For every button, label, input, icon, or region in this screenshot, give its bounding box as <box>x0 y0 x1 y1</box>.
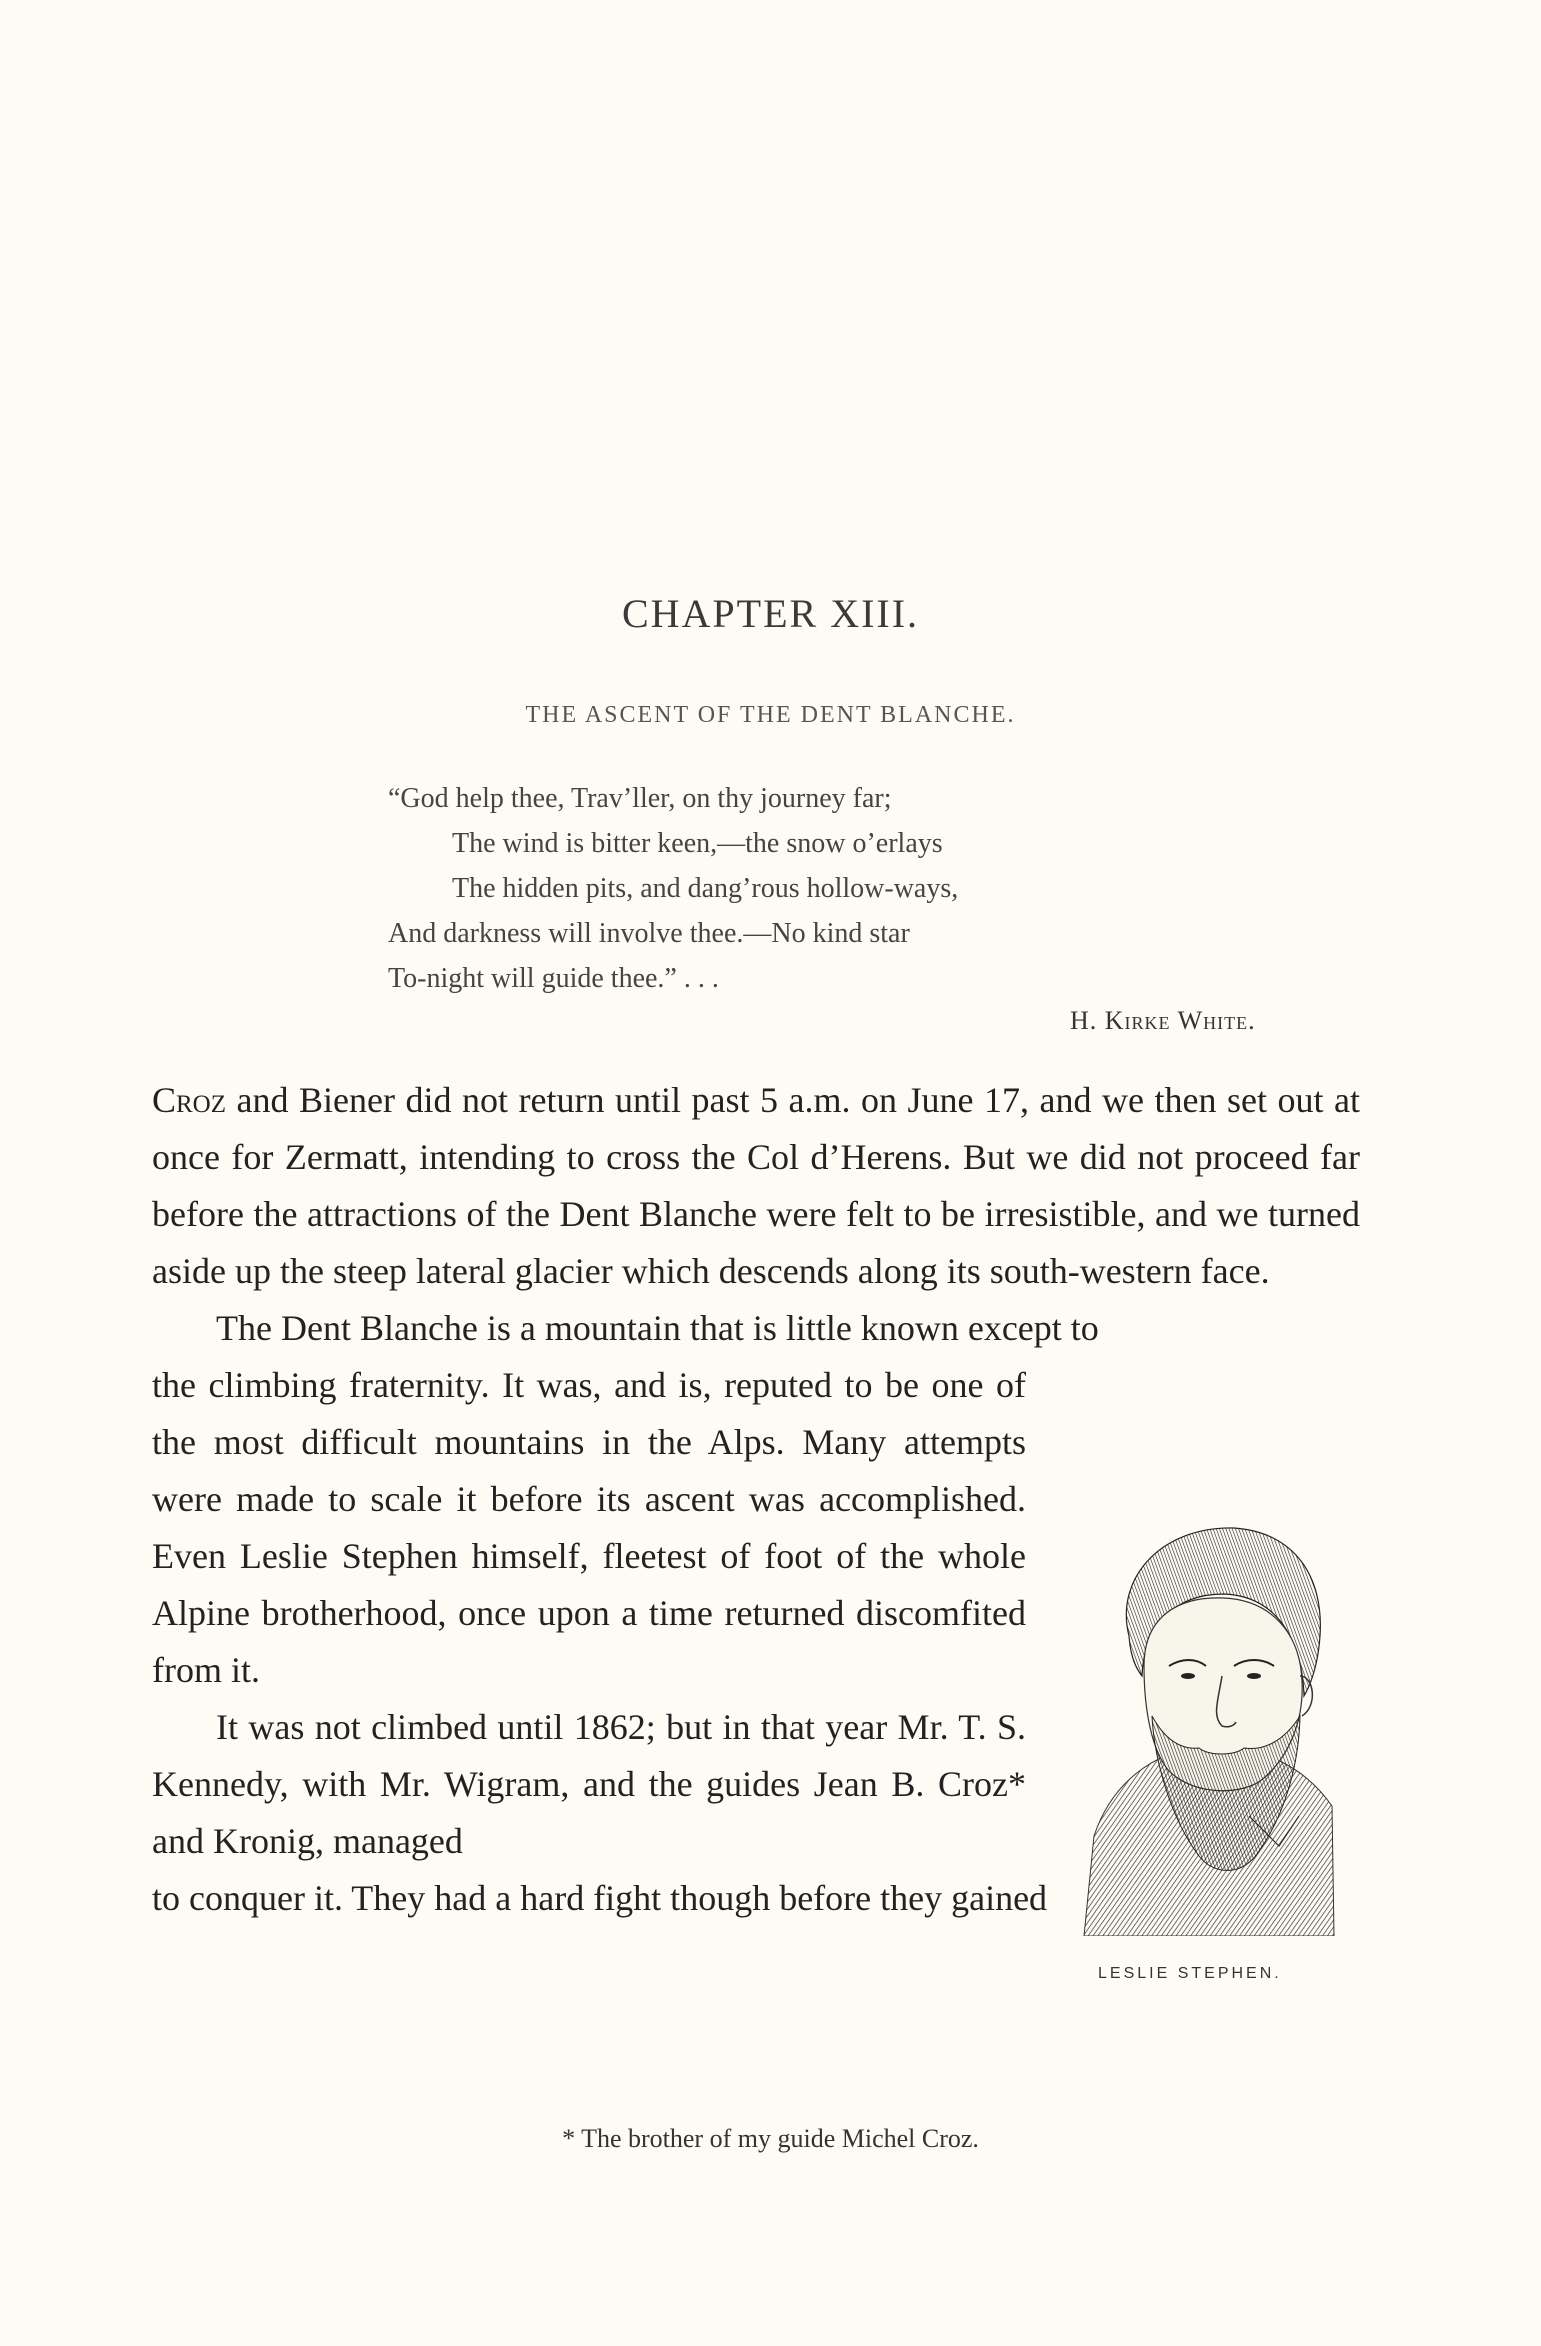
chapter-title: CHAPTER XIII. <box>621 591 920 636</box>
epigraph-line: “God help thee, Trav’ller, on thy journey far; <box>388 783 892 814</box>
paragraph-1 <box>152 1072 1360 1300</box>
footnote: * The brother of my guide Michel Croz. <box>562 2124 979 2153</box>
paragraph-1-text: and Biener did not return until past 5 a.m. on June 17, and we then set out at once for Zermatt, intending to cross the Col d’Herens. But we did not proceed far before the attractions of the Dent Blanche were felt to be irresistible, and we turned aside up the steep lateral glacier which descends along its south-western face. <box>152 1080 1360 1291</box>
epigraph <box>388 776 958 1001</box>
portrait-engraving <box>1074 1516 1344 1936</box>
epigraph-line: To-night will guide thee.” . . . <box>388 963 719 994</box>
portrait-caption: LESLIE STEPHEN. <box>1098 1965 1282 1982</box>
epigraph-line: The hidden pits, and dang’rous hollow-ways, <box>452 873 959 904</box>
paragraph-3: It was not climbed until 1862; but in that year Mr. T. S. Kennedy, with Mr. Wigram, and the guides Jean B. Croz* and Kronig, managed <box>152 1707 1026 1861</box>
chapter-subtitle: THE ASCENT OF THE DENT BLANCHE. <box>525 702 1016 728</box>
dropcap-word: Croz <box>152 1080 227 1120</box>
epigraph-line: And darkness will involve thee.—No kind star <box>388 918 910 949</box>
paragraph-3-last-line: to conquer it. They had a hard fight though before they gained <box>152 1878 1048 1918</box>
paragraph-2-rest: the climbing fraternity. It was, and is, reputed to be one of the most difficult mountains in the Alps. Many attempts were made to scale it before its ascent was accomplished. Even Leslie Stephen himself, fleetest of foot of the whole Alpine brotherhood, once upon a time returned discomfited from it. <box>152 1365 1026 1690</box>
epigraph-attribution: H. Kirke White. <box>1070 1006 1256 1035</box>
epigraph-line: The wind is bitter keen,—the snow o’erlays <box>452 828 943 859</box>
paragraph-2-first-line: The Dent Blanche is a mountain that is little known except to <box>216 1308 1099 1348</box>
